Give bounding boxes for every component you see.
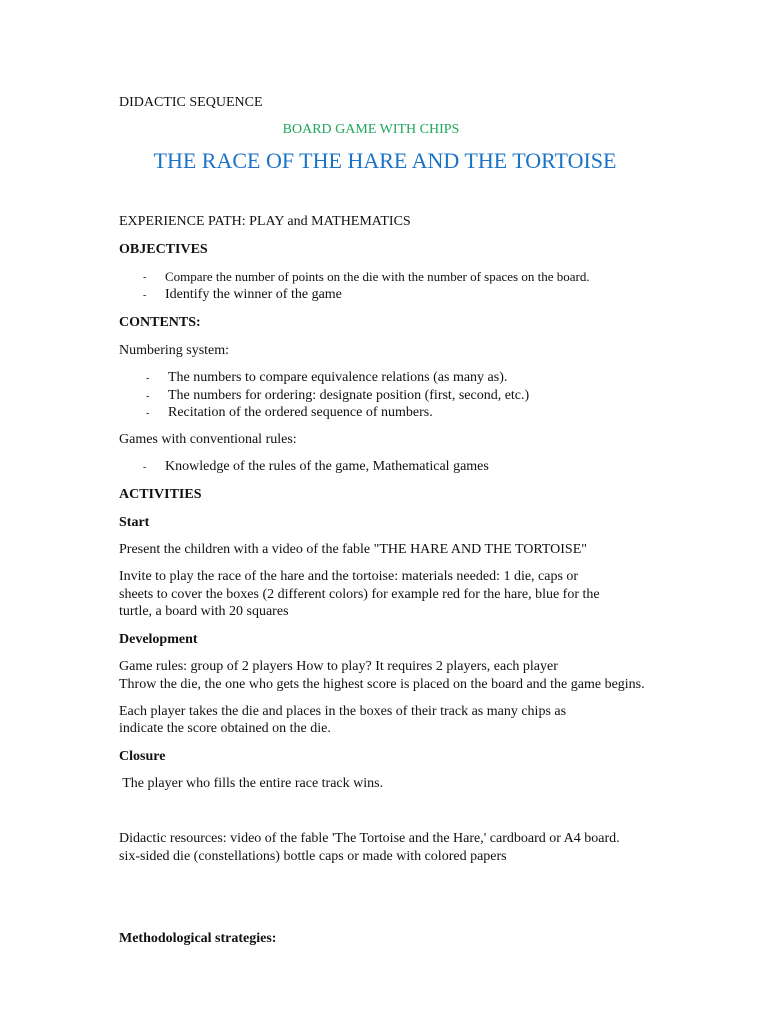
objective-item: Compare the number of points on the die with the number of spaces on the board.	[165, 269, 590, 284]
objective-item: Identify the winner of the game	[165, 287, 342, 302]
bullet-marker: -	[146, 391, 150, 402]
development-paragraph-2-line: indicate the score obtained on the die.	[119, 721, 331, 736]
closure-paragraph: The player who fills the entire race track wins.	[119, 776, 384, 791]
resources-line: Didactic resources: video of the fable 'The Tortoise and the Hare,' cardboard or A4 board.	[119, 831, 620, 846]
start-paragraph-1: Present the children with a video of the fable "THE HARE AND THE TORTOISE"	[119, 542, 587, 557]
bullet-marker: -	[146, 408, 150, 419]
games-item: Knowledge of the rules of the game, Mathematical games	[165, 459, 489, 474]
start-paragraph-2-line: Invite to play the race of the hare and the tortoise: materials needed: 1 die, caps or	[119, 569, 579, 584]
development-paragraph-1-line: Game rules: group of 2 players How to play? It requires 2 players, each player	[119, 659, 558, 674]
strategies-heading: Methodological strategies:	[119, 931, 277, 946]
development-paragraph-1-line: Throw the die, the one who gets the highest score is placed on the board and the game begins.	[119, 677, 645, 692]
bullet-marker: -	[143, 462, 147, 473]
bullet-marker: -	[143, 290, 147, 301]
closure-heading: Closure	[119, 749, 166, 764]
start-paragraph-2-line: turtle, a board with 20 squares	[119, 604, 289, 619]
bullet-marker: -	[143, 272, 147, 283]
numbering-item: Recitation of the ordered sequence of numbers.	[168, 405, 433, 420]
doc-subtitle: BOARD GAME WITH CHIPS	[282, 122, 460, 137]
numbering-item: The numbers for ordering: designate position (first, second, etc.)	[168, 388, 530, 403]
doc-title: THE RACE OF THE HARE AND THE TORTOISE	[153, 148, 617, 173]
bullet-marker: -	[146, 373, 150, 384]
games-label: Games with conventional rules:	[119, 432, 297, 447]
numbering-item: The numbers to compare equivalence relations (as many as).	[168, 370, 508, 385]
activities-heading: ACTIVITIES	[119, 487, 202, 502]
development-heading: Development	[119, 632, 198, 647]
doc-type-label: DIDACTIC SEQUENCE	[119, 95, 263, 110]
start-heading: Start	[119, 515, 150, 530]
resources-line: six-sided die (constellations) bottle caps or made with colored papers	[119, 849, 507, 864]
numbering-label: Numbering system:	[119, 343, 230, 358]
development-paragraph-2-line: Each player takes the die and places in the boxes of their track as many chips as	[119, 704, 567, 719]
experience-path: EXPERIENCE PATH: PLAY and MATHEMATICS	[119, 214, 411, 229]
objectives-heading: OBJECTIVES	[119, 242, 208, 257]
contents-heading: CONTENTS:	[119, 315, 201, 330]
start-paragraph-2-line: sheets to cover the boxes (2 different colors) for example red for the hare, blue for the	[119, 587, 600, 602]
